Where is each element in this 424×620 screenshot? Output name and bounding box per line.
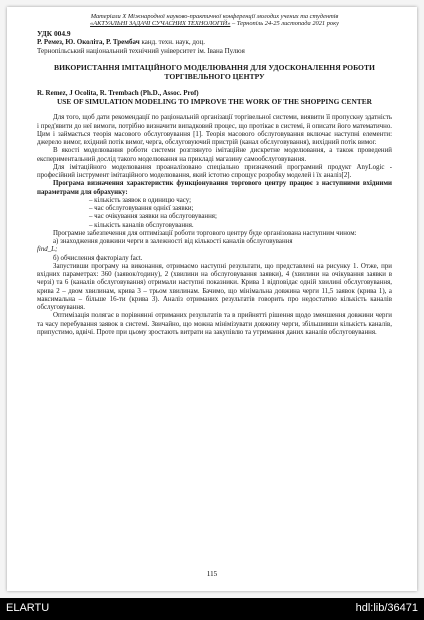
list-item: – час обслуговування однієї заявки; bbox=[89, 205, 194, 213]
header-line2 bbox=[37, 20, 392, 27]
paper-page bbox=[7, 7, 417, 591]
authors-ua bbox=[37, 38, 392, 46]
author-degree: канд. техн. наук, доц. bbox=[139, 38, 205, 47]
conference-place-date: – Тернопіль 24-25 листопада 2021 року bbox=[230, 20, 339, 28]
paragraph-5: Програмне забезпечення для оптимізації роботи торгового центру буде організована наступним чином: bbox=[53, 229, 357, 237]
page-number: 115 bbox=[206, 570, 218, 578]
footer-repository-name: ELARTU bbox=[6, 602, 50, 614]
paper-title-en: USE OF SIMULATION MODELING TO IMPROVE THE WORK OF THE SHOPPING CENTER bbox=[56, 96, 373, 106]
paragraph-6a: а) знаходження довжини черги в залежності від кількості каналів обслуговування bbox=[53, 238, 293, 246]
paragraph-7: б) обчислення факторіалу fact. bbox=[53, 254, 143, 262]
paragraph-4 bbox=[37, 180, 392, 197]
page-content bbox=[37, 13, 392, 337]
header-line1: Матеріали Х Міжнародної науково-практичної конференції молодих учених та студентів bbox=[90, 13, 339, 20]
paragraph-1: Для того, щоб дати рекомендації по раціональній організації торгівельної системи, виявити її пропускну здатність і пред'явити до неї вимоги, потрібно визначити випадковий процес, що протікає в системі, й описати його математично. Цим і займається теорія масового обслуговування [1]. Теорія масового обслуговування включає наступні елементи: джерело вимог, вхідний потік вимог, черга, обслуговуючий пристрій (канал обслуговування), вихідний потік вимог. bbox=[37, 114, 392, 147]
list-item: – кількість заявок в одиницю часу; bbox=[89, 196, 191, 204]
paper-body bbox=[37, 114, 392, 337]
list-item: – кількість каналів обслуговування. bbox=[89, 221, 194, 229]
list-item: – час очікування заявки на обслуговування; bbox=[89, 213, 217, 221]
function-name-find-l: find_L; bbox=[37, 246, 58, 254]
paragraph-2: В якості моделювання роботи системи розглянуто імітаційне дискретне моделювання, а також проведений експериментальний дослід такого моделювання на прикладі магазину самообслуговування. bbox=[37, 147, 392, 163]
udk-code: УДК 004.9 bbox=[37, 28, 71, 38]
paper-title-ua: ВИКОРИСТАННЯ ІМІТАЦІЙНОГО МОДЕЛЮВАННЯ ДЛЯ УДОСКОНАЛЕННЯ РОБОТИ ТОРГІВЕЛЬНОГО ЦЕНТРУ bbox=[54, 63, 375, 82]
conference-title: «АКТУАЛЬНІ ЗАДАЧІ СУЧАСНИХ ТЕХНОЛОГІЙ» bbox=[90, 20, 231, 28]
footer-bar bbox=[0, 598, 424, 620]
running-header bbox=[37, 13, 392, 28]
authors-en: R. Remez, J Ocolita, R. Trembach (Ph.D., Assoc. Prof) bbox=[37, 89, 199, 98]
paragraph-6b bbox=[37, 246, 392, 254]
paragraph-3: Для імітаційного моделювання проаналізовано спеціально призначений програмний продукт AnyLogic - професійний інструмент імітаційного моделювання, який істотно спрощує розробку моделей і їх аналіз[2]. bbox=[37, 163, 392, 180]
paragraph-9: Оптимізація полягає в порівнянні отриманих результатів та в прийнятті рішення щодо зменшення довжини черги та часу перебування заявок в системі. Звичайно, що можна мінімізувати довжину черги, збільшивши кількість каналів, припустимо, вдвічі. Проте при цьому зростають витрати на закупівлю та утримання даних каналів обслуговування. bbox=[37, 312, 392, 336]
input-parameters-list bbox=[37, 197, 392, 230]
affiliation: Тернопільський національний технічний університет ім. Івана Пулюя bbox=[37, 46, 245, 55]
footer-handle: hdl:lib/36471 bbox=[355, 602, 418, 614]
paragraph-4-bold: Програма визначення характеристик функціонування торгового центру працює з наступними вхідними параметрами для обрахунку: bbox=[37, 180, 392, 196]
paragraph-8: Запустивши програму на виконання, отримаємо наступні результати, що представлені на рисунку 1. Отже, при вхідних параметрах: 360 (заявок/годину), 2 (хвилини на обслуговування заявки), 4 (хвилини на очікування заявки в черзі) та 6 (каналів обслуговування) отримали наступні показники. Крива 1 відповідає одній хвилині обслуговування, крива 2 – двом хвилинам, крива 3 – трьом хвилинам. Бачимо, що мінімальна довжина черги 11,5 заявок (крива 1), а максимальна – більше 16-ти (крива 3). Аналіз отриманих результатів говорить про недостатню кількість каналів обслуговування. bbox=[37, 262, 392, 312]
author-names: Р. Ремез, Ю. Околіта, Р. Трембач bbox=[37, 38, 140, 47]
